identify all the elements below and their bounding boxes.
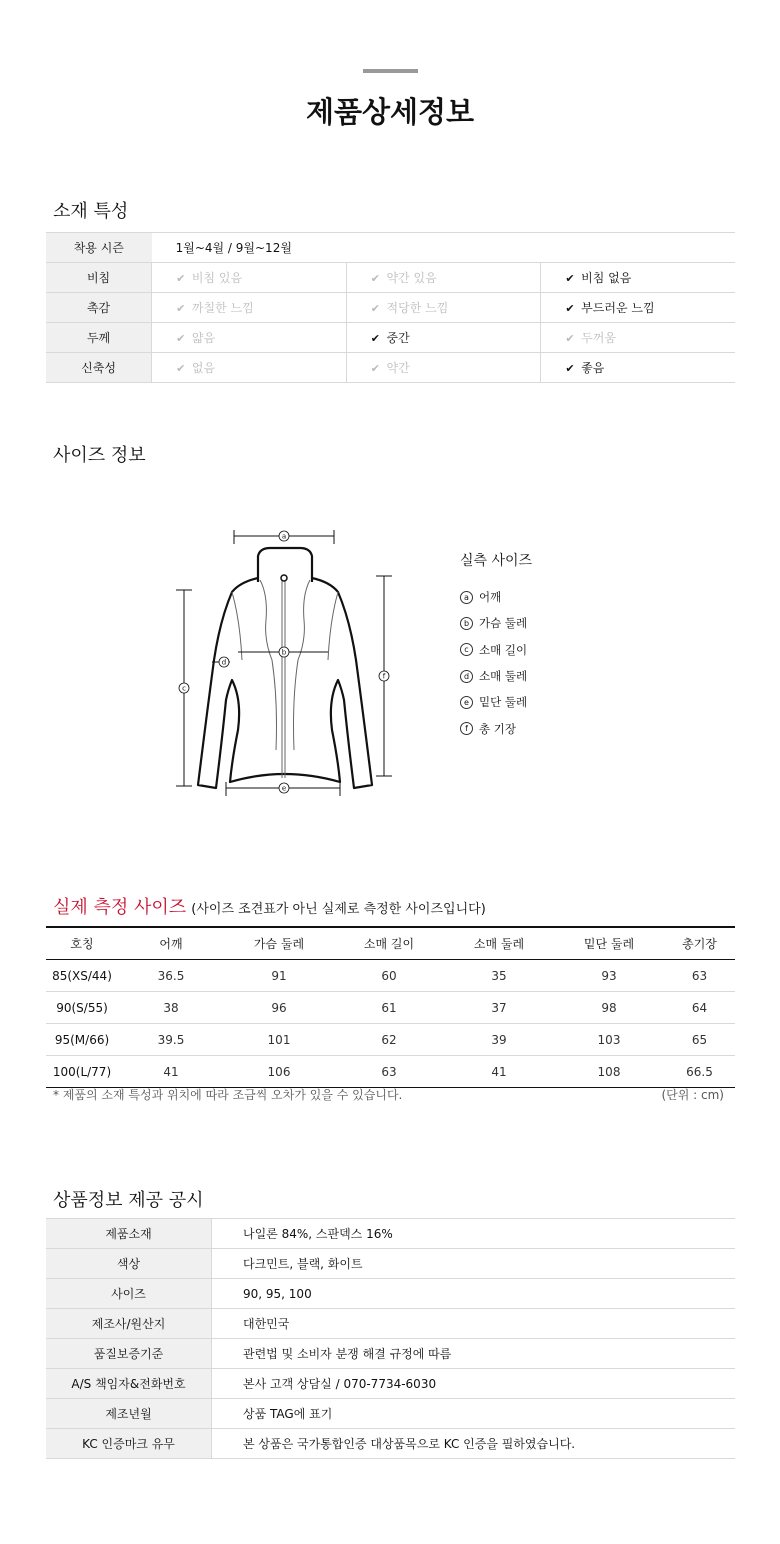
check-icon: ✔ bbox=[176, 272, 186, 285]
season-value: 1월~4월 / 9월~12월 bbox=[152, 233, 735, 263]
measure-title bbox=[53, 893, 486, 919]
column-header: 밑단 둘레 bbox=[554, 927, 664, 960]
legend-item: e 밑단 둘레 bbox=[460, 689, 532, 715]
check-icon: ✔ bbox=[370, 332, 380, 345]
legend-item: d 소매 둘레 bbox=[460, 663, 532, 689]
legend-item: a 어깨 bbox=[460, 584, 532, 610]
notice-row: 사이즈 90, 95, 100 bbox=[46, 1279, 735, 1309]
material-label: 비침 bbox=[46, 263, 152, 293]
svg-text:d: d bbox=[221, 658, 227, 667]
measure-subtitle: (사이즈 조견표가 아닌 실제로 측정한 사이즈입니다) bbox=[191, 902, 486, 917]
material-option: ✔ 약간 bbox=[346, 353, 541, 383]
svg-text:e: e bbox=[281, 784, 287, 793]
material-option: ✔ 없음 bbox=[152, 353, 347, 383]
zipper-pull bbox=[281, 575, 287, 581]
left-seam bbox=[260, 580, 277, 750]
notice-row: KC 인증마크 유무 본 상품은 국가통합인증 대상품목으로 KC 인증을 필하였습니다. bbox=[46, 1429, 735, 1459]
table-row: 100(L/77) 41 106 63 41 108 66.5 bbox=[46, 1056, 735, 1088]
notice-row: 색상 다크민트, 블랙, 화이트 bbox=[46, 1249, 735, 1279]
check-icon: ✔ bbox=[565, 362, 575, 375]
legend-item: f 총 기장 bbox=[460, 715, 532, 741]
material-option: ✔ 두꺼움 bbox=[541, 323, 735, 353]
notice-row: A/S 책임자&전화번호 본사 고객 상담실 / 070-7734-6030 bbox=[46, 1369, 735, 1399]
material-label: 두께 bbox=[46, 323, 152, 353]
material-option-selected: ✔ 중간 bbox=[346, 323, 541, 353]
measure-note: * 제품의 소재 특성과 위치에 따라 조금씩 오차가 있을 수 있습니다. bbox=[53, 1088, 403, 1102]
material-label: 착용 시즌 bbox=[46, 233, 152, 263]
material-row bbox=[46, 263, 735, 293]
material-option: ✔ 까칠한 느낌 bbox=[152, 293, 347, 323]
material-option-selected: ✔ 좋음 bbox=[541, 353, 735, 383]
column-header: 총기장 bbox=[664, 927, 735, 960]
page-title: 제품상세정보 bbox=[305, 95, 475, 129]
material-row bbox=[46, 353, 735, 383]
table-row: 90(S/55) 38 96 61 37 98 64 bbox=[46, 992, 735, 1024]
svg-text:b: b bbox=[281, 648, 287, 657]
notice-row: 제품소재 나일론 84%, 스판덱스 16% bbox=[46, 1219, 735, 1249]
notice-table bbox=[46, 1218, 735, 1459]
column-header: 소매 길이 bbox=[334, 927, 444, 960]
check-icon: ✔ bbox=[565, 272, 575, 285]
material-option: ✔ 적당한 느낌 bbox=[346, 293, 541, 323]
check-icon: ✔ bbox=[176, 362, 186, 375]
check-icon: ✔ bbox=[176, 302, 186, 315]
check-icon: ✔ bbox=[565, 332, 575, 345]
check-icon: ✔ bbox=[565, 302, 575, 315]
left-sleeve-seam bbox=[232, 592, 242, 660]
size-table-header bbox=[46, 927, 735, 960]
notice-row: 제조년월 상품 TAG에 표기 bbox=[46, 1399, 735, 1429]
size-table bbox=[46, 926, 735, 1088]
column-header: 어깨 bbox=[118, 927, 224, 960]
material-option-selected: ✔ 비침 없음 bbox=[541, 263, 735, 293]
material-label: 신축성 bbox=[46, 353, 152, 383]
svg-text:c: c bbox=[182, 684, 186, 693]
measure-title-main: 실제 측정 사이즈 bbox=[53, 897, 187, 918]
table-row: 95(M/66) 39.5 101 62 39 103 65 bbox=[46, 1024, 735, 1056]
check-icon: ✔ bbox=[370, 362, 380, 375]
check-icon: ✔ bbox=[370, 272, 380, 285]
legend-title: 실측 사이즈 bbox=[460, 553, 533, 569]
column-header: 소매 둘레 bbox=[444, 927, 554, 960]
check-icon: ✔ bbox=[370, 302, 380, 315]
material-label: 촉감 bbox=[46, 293, 152, 323]
column-header: 호칭 bbox=[46, 927, 118, 960]
notice-section-title: 상품정보 제공 공시 bbox=[53, 1190, 204, 1211]
svg-text:a: a bbox=[281, 532, 287, 541]
title-divider bbox=[363, 69, 418, 73]
jacket-diagram bbox=[168, 520, 408, 810]
check-icon: ✔ bbox=[176, 332, 186, 345]
material-option-selected: ✔ 부드러운 느낌 bbox=[541, 293, 735, 323]
material-row-season bbox=[46, 233, 735, 263]
material-option: ✔ 약간 있음 bbox=[346, 263, 541, 293]
material-option: ✔ 비침 있음 bbox=[152, 263, 347, 293]
material-table bbox=[46, 232, 735, 383]
svg-text:f: f bbox=[382, 672, 386, 681]
right-sleeve-seam bbox=[328, 592, 338, 660]
size-legend bbox=[460, 550, 532, 742]
table-row: 85(XS/44) 36.5 91 60 35 93 63 bbox=[46, 960, 735, 992]
material-option: ✔ 얇음 bbox=[152, 323, 347, 353]
right-seam bbox=[294, 580, 311, 750]
size-info-section-title: 사이즈 정보 bbox=[53, 445, 146, 466]
material-row bbox=[46, 323, 735, 353]
material-row bbox=[46, 293, 735, 323]
notice-row: 품질보증기준 관련법 및 소비자 분쟁 해결 규정에 따름 bbox=[46, 1339, 735, 1369]
legend-item: b 가슴 둘레 bbox=[460, 610, 532, 636]
notice-row: 제조사/원산지 대한민국 bbox=[46, 1309, 735, 1339]
unit-label: (단위 : cm) bbox=[661, 1088, 724, 1102]
material-section-title: 소재 특성 bbox=[53, 201, 129, 222]
column-header: 가슴 둘레 bbox=[224, 927, 334, 960]
legend-item: c 소매 길이 bbox=[460, 637, 532, 663]
